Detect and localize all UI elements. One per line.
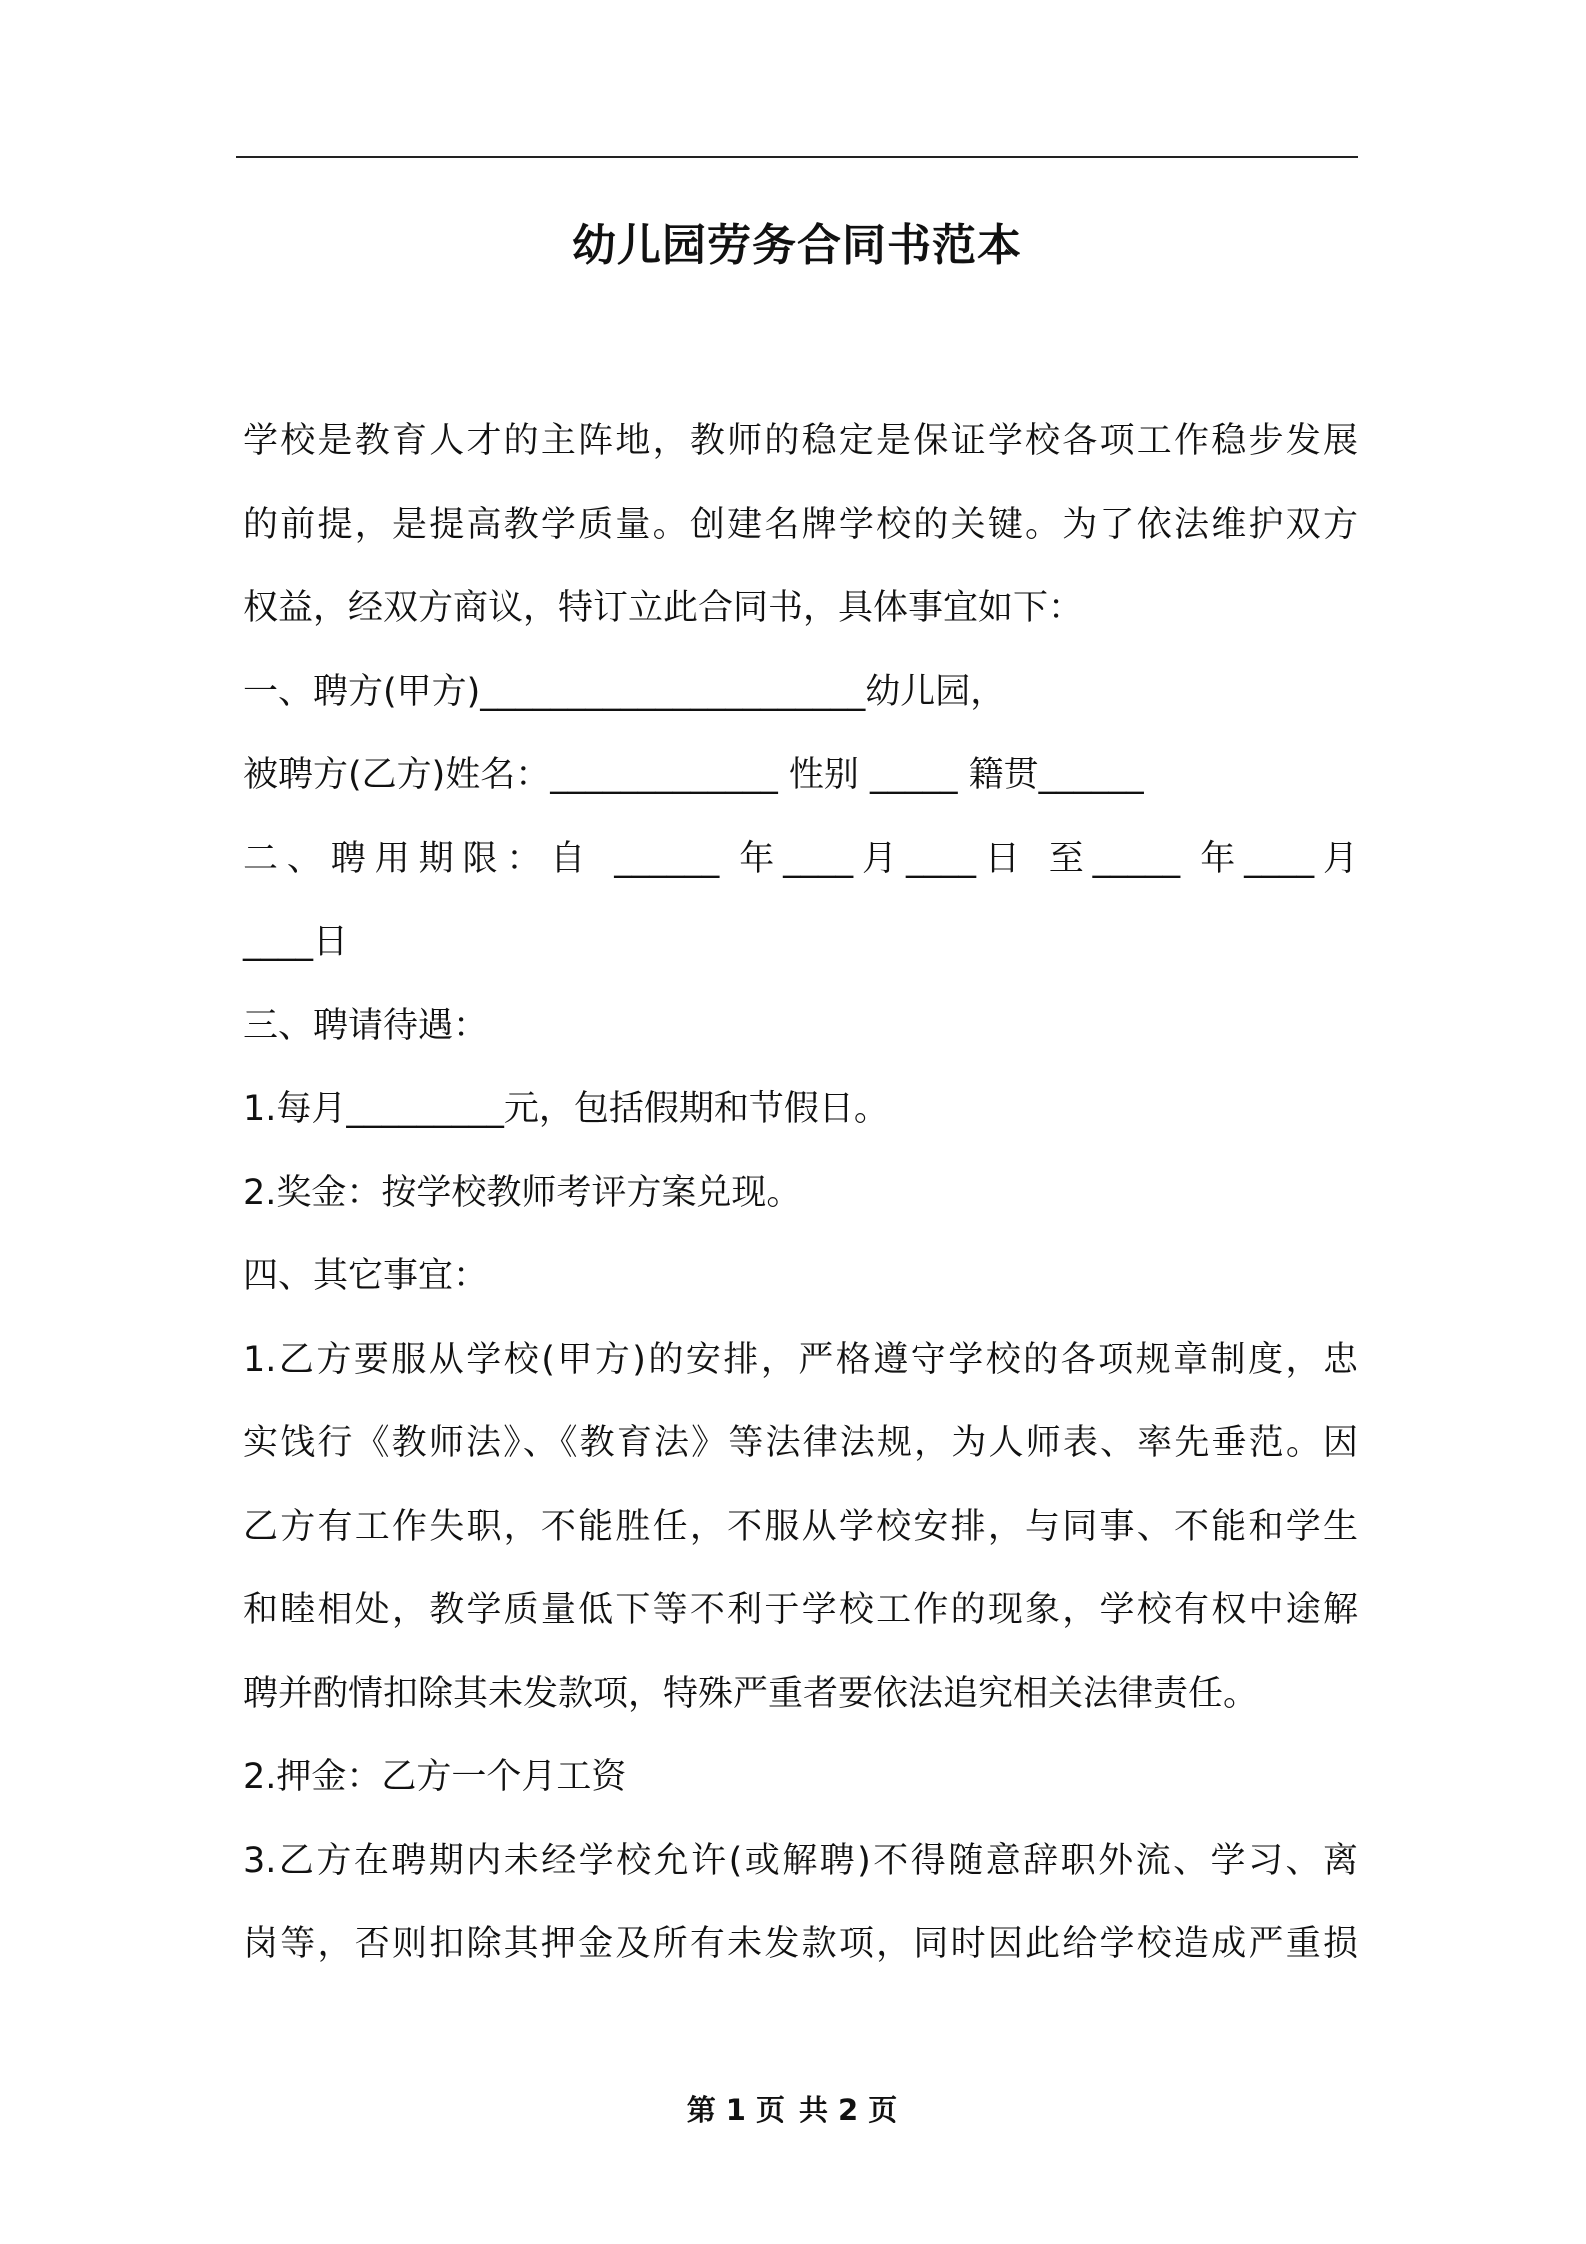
body-line: 和睦相处，教学质量低下等不利于学校工作的现象，学校有权中途解 [243, 1590, 1358, 1630]
body-line: 岗等，否则扣除其押金及所有未发款项，同时因此给学校造成严重损 [243, 1924, 1358, 1964]
body-line: 乙方有工作失职，不能胜任，不服从学校安排，与同事、不能和学生 [243, 1506, 1358, 1547]
body-line: 二、聘用期限：自 ______ 年____月____日 至_____ 年____月 [243, 838, 1358, 879]
page-footer [0, 2088, 1586, 2129]
body-line: 聘并酌情扣除其未发款项，特殊严重者要依法追究相关法律责任。 [243, 1673, 1259, 1714]
body-line: 实饯行《教师法》、《教育法》等法律法规，为人师表、率先垂范。因 [243, 1423, 1358, 1463]
footer-middle: 页 共 [755, 2093, 831, 2127]
body-line: 一、聘方(甲方)______________________幼儿园， [243, 671, 1006, 712]
body-line: 被聘方(乙方)姓名：_____________ 性别 _____ 籍贯______ [243, 755, 1144, 795]
footer-prefix: 第 [686, 2093, 718, 2127]
document-body [243, 400, 1358, 1987]
body-line: 四、其它事宜： [243, 1256, 489, 1296]
document-title: 幼儿园劳务合同书范本 [572, 220, 1022, 271]
body-line: 2.押金：乙方一个月工资 [243, 1757, 627, 1797]
body-line: 学校是教育人才的主阵地，教师的稳定是保证学校各项工作稳步发展 [243, 421, 1358, 461]
body-line: 2.奖金：按学校教师考评方案兑现。 [243, 1172, 802, 1213]
header-rule [236, 156, 1358, 158]
body-line: 1.每月_________元，包括假期和节假日。 [243, 1089, 889, 1129]
body-line: 的前提，是提高教学质量。创建名牌学校的关键。为了依法维护双方 [243, 504, 1358, 545]
body-line: 权益，经双方商议，特订立此合同书，具体事宜如下： [243, 588, 1084, 628]
body-line: 三、聘请待遇： [243, 1005, 489, 1046]
body-line: 1.乙方要服从学校(甲方)的安排，严格遵守学校的各项规章制度，忠 [243, 1339, 1358, 1380]
body-line: 3.乙方在聘期内未经学校允许(或解聘)不得随意辞职外流、学习、离 [243, 1840, 1358, 1881]
footer-current-page: 1 [725, 2093, 748, 2127]
footer-total-pages: 2 [838, 2093, 861, 2127]
footer-suffix: 页 [868, 2093, 900, 2127]
body-line: ____日 [243, 922, 349, 962]
